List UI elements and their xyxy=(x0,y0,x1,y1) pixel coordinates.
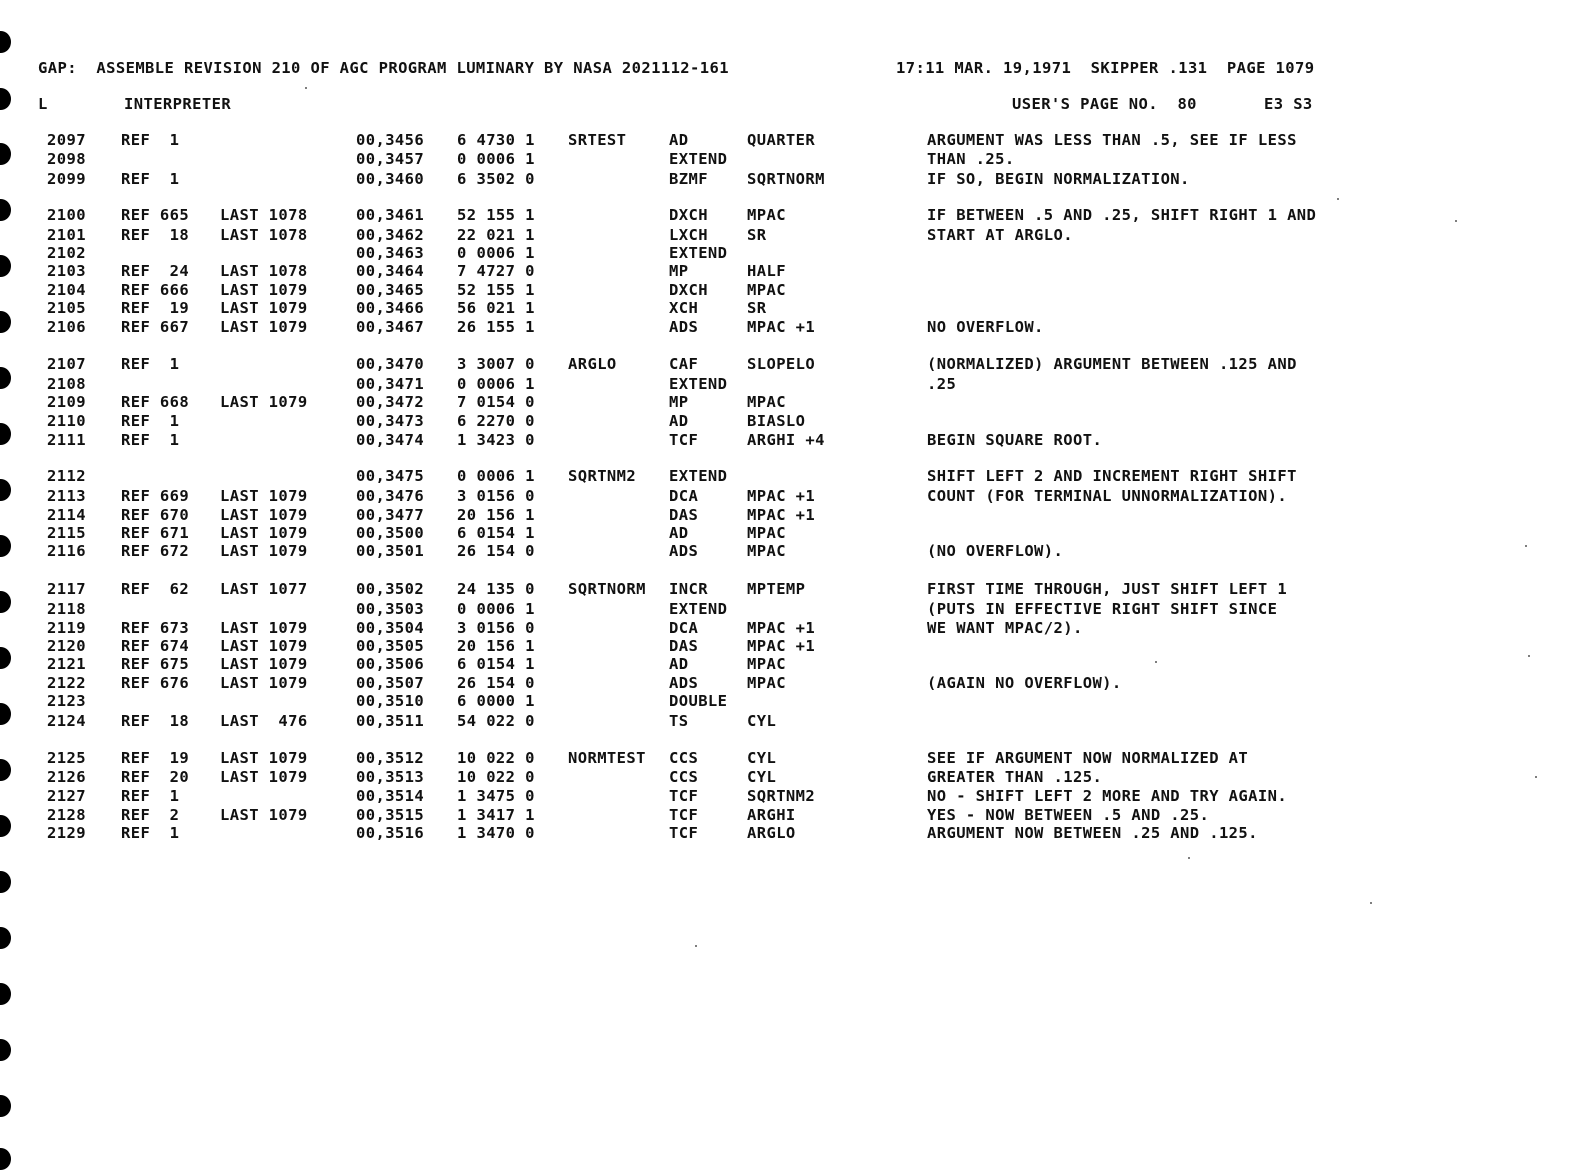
comment: YES - NOW BETWEEN .5 AND .25. xyxy=(927,806,1210,824)
machine-word: 10 022 0 xyxy=(457,768,535,786)
address: 00,3471 xyxy=(356,375,425,393)
listing-row xyxy=(0,170,1582,188)
last-field: LAST 1079 xyxy=(220,674,308,692)
scan-speck xyxy=(1337,198,1339,200)
address: 00,3462 xyxy=(356,226,425,244)
comment: NO OVERFLOW. xyxy=(927,318,1044,336)
operand: SQRTNORM xyxy=(747,170,825,188)
line-number: 2129 xyxy=(47,824,86,842)
comment: (PUTS IN EFFECTIVE RIGHT SHIFT SINCE xyxy=(927,600,1278,618)
opcode: TS xyxy=(669,712,689,730)
binder-hole xyxy=(0,31,11,53)
opcode: DCA xyxy=(669,487,699,505)
symbol-label: ARGLO xyxy=(568,355,617,373)
ref-field: REF 18 xyxy=(121,226,190,244)
address: 00,3465 xyxy=(356,281,425,299)
machine-word: 20 156 1 xyxy=(457,637,535,655)
address: 00,3500 xyxy=(356,524,425,542)
line-number: 2127 xyxy=(47,787,86,805)
opcode: AD xyxy=(669,655,689,673)
address: 00,3470 xyxy=(356,355,425,373)
line-number: 2105 xyxy=(47,299,86,317)
listing-row xyxy=(0,524,1582,542)
ref-field: REF 1 xyxy=(121,824,180,842)
opcode: AD xyxy=(669,131,689,149)
ref-field: REF 669 xyxy=(121,487,190,505)
header-code: E3 S3 xyxy=(1264,95,1313,113)
comment: START AT ARGLO. xyxy=(927,226,1073,244)
last-field: LAST 1079 xyxy=(220,637,308,655)
last-field: LAST 1078 xyxy=(220,262,308,280)
listing-row xyxy=(0,393,1582,411)
ref-field: REF 19 xyxy=(121,299,190,317)
listing-row xyxy=(0,600,1582,618)
ref-field: REF 672 xyxy=(121,542,190,560)
comment: IF BETWEEN .5 AND .25, SHIFT RIGHT 1 AND xyxy=(927,206,1317,224)
opcode: CCS xyxy=(669,768,699,786)
operand: ARGLO xyxy=(747,824,796,842)
line-number: 2100 xyxy=(47,206,86,224)
binder-hole xyxy=(0,1039,11,1061)
machine-word: 26 154 0 xyxy=(457,542,535,560)
last-field: LAST 476 xyxy=(220,712,308,730)
line-number: 2102 xyxy=(47,244,86,262)
comment: GREATER THAN .125. xyxy=(927,768,1103,786)
opcode: EXTEND xyxy=(669,467,728,485)
machine-word: 52 155 1 xyxy=(457,206,535,224)
line-number: 2114 xyxy=(47,506,86,524)
line-number: 2097 xyxy=(47,131,86,149)
operand: SLOPELO xyxy=(747,355,816,373)
line-number: 2123 xyxy=(47,692,86,710)
address: 00,3516 xyxy=(356,824,425,842)
ref-field: REF 18 xyxy=(121,712,190,730)
opcode: DXCH xyxy=(669,206,708,224)
address: 00,3472 xyxy=(356,393,425,411)
last-field: LAST 1079 xyxy=(220,299,308,317)
listing-row xyxy=(0,619,1582,637)
last-field: LAST 1077 xyxy=(220,580,308,598)
operand: MPAC +1 xyxy=(747,506,816,524)
ref-field: REF 671 xyxy=(121,524,190,542)
line-number: 2109 xyxy=(47,393,86,411)
last-field: LAST 1078 xyxy=(220,226,308,244)
ref-field: REF 668 xyxy=(121,393,190,411)
address: 00,3461 xyxy=(356,206,425,224)
ref-field: REF 1 xyxy=(121,131,180,149)
ref-field: REF 675 xyxy=(121,655,190,673)
machine-word: 0 0006 1 xyxy=(457,467,535,485)
address: 00,3506 xyxy=(356,655,425,673)
machine-word: 56 021 1 xyxy=(457,299,535,317)
last-field: LAST 1079 xyxy=(220,768,308,786)
line-number: 2119 xyxy=(47,619,86,637)
operand: SQRTNM2 xyxy=(747,787,816,805)
line-number: 2098 xyxy=(47,150,86,168)
listing-row xyxy=(0,150,1582,168)
opcode: TCF xyxy=(669,431,699,449)
address: 00,3466 xyxy=(356,299,425,317)
binder-hole xyxy=(0,1095,11,1117)
operand: MPAC xyxy=(747,655,786,673)
opcode: AD xyxy=(669,412,689,430)
last-field: LAST 1079 xyxy=(220,655,308,673)
listing-row xyxy=(0,749,1582,767)
machine-word: 52 155 1 xyxy=(457,281,535,299)
operand: SR xyxy=(747,299,767,317)
line-number: 2121 xyxy=(47,655,86,673)
header-flag: L xyxy=(38,95,48,113)
comment: .25 xyxy=(927,375,957,393)
last-field: LAST 1079 xyxy=(220,542,308,560)
opcode: EXTEND xyxy=(669,150,728,168)
address: 00,3463 xyxy=(356,244,425,262)
opcode: EXTEND xyxy=(669,375,728,393)
listing-header xyxy=(0,59,1582,77)
ref-field: REF 666 xyxy=(121,281,190,299)
header-section: INTERPRETER xyxy=(124,95,232,113)
opcode: MP xyxy=(669,262,689,280)
header-title: GAP: ASSEMBLE REVISION 210 OF AGC PROGRAM LUMINARY BY NASA 2021112-161 xyxy=(38,59,729,77)
ref-field: REF 665 xyxy=(121,206,190,224)
machine-word: 3 0156 0 xyxy=(457,487,535,505)
line-number: 2108 xyxy=(47,375,86,393)
scan-speck xyxy=(1188,857,1190,859)
listing-subheader xyxy=(0,95,1582,113)
ref-field: REF 673 xyxy=(121,619,190,637)
line-number: 2106 xyxy=(47,318,86,336)
opcode: DOUBLE xyxy=(669,692,728,710)
opcode: XCH xyxy=(669,299,699,317)
operand: MPAC xyxy=(747,206,786,224)
operand: ARGHI +4 xyxy=(747,431,825,449)
comment: ARGUMENT NOW BETWEEN .25 AND .125. xyxy=(927,824,1258,842)
listing-row xyxy=(0,712,1582,730)
line-number: 2116 xyxy=(47,542,86,560)
comment: BEGIN SQUARE ROOT. xyxy=(927,431,1103,449)
opcode: BZMF xyxy=(669,170,708,188)
line-number: 2104 xyxy=(47,281,86,299)
last-field: LAST 1079 xyxy=(220,619,308,637)
ref-field: REF 676 xyxy=(121,674,190,692)
line-number: 2128 xyxy=(47,806,86,824)
opcode: AD xyxy=(669,524,689,542)
line-number: 2110 xyxy=(47,412,86,430)
listing-row xyxy=(0,806,1582,824)
ref-field: REF 20 xyxy=(121,768,190,786)
machine-word: 26 155 1 xyxy=(457,318,535,336)
binder-hole xyxy=(0,927,11,949)
operand: CYL xyxy=(747,768,777,786)
opcode: DCA xyxy=(669,619,699,637)
address: 00,3513 xyxy=(356,768,425,786)
symbol-label: SQRTNM2 xyxy=(568,467,637,485)
machine-word: 3 3007 0 xyxy=(457,355,535,373)
symbol-label: SRTEST xyxy=(568,131,627,149)
line-number: 2112 xyxy=(47,467,86,485)
machine-word: 54 022 0 xyxy=(457,712,535,730)
listing-row xyxy=(0,318,1582,336)
machine-word: 1 3417 1 xyxy=(457,806,535,824)
operand: BIASLO xyxy=(747,412,806,430)
opcode: DXCH xyxy=(669,281,708,299)
header-timestamp: 17:11 MAR. 19,1971 SKIPPER .131 PAGE 1079 xyxy=(896,59,1315,77)
comment: FIRST TIME THROUGH, JUST SHIFT LEFT 1 xyxy=(927,580,1288,598)
machine-word: 1 3475 0 xyxy=(457,787,535,805)
ref-field: REF 1 xyxy=(121,412,180,430)
operand: MPTEMP xyxy=(747,580,806,598)
address: 00,3460 xyxy=(356,170,425,188)
opcode: LXCH xyxy=(669,226,708,244)
comment: (AGAIN NO OVERFLOW). xyxy=(927,674,1122,692)
machine-word: 26 154 0 xyxy=(457,674,535,692)
machine-word: 24 135 0 xyxy=(457,580,535,598)
listing-row xyxy=(0,787,1582,805)
ref-field: REF 1 xyxy=(121,355,180,373)
machine-word: 0 0006 1 xyxy=(457,600,535,618)
address: 00,3503 xyxy=(356,600,425,618)
operand: ARGHI xyxy=(747,806,796,824)
machine-word: 6 3502 0 xyxy=(457,170,535,188)
operand: HALF xyxy=(747,262,786,280)
listing-row xyxy=(0,674,1582,692)
machine-word: 0 0006 1 xyxy=(457,150,535,168)
machine-word: 1 3470 0 xyxy=(457,824,535,842)
last-field: LAST 1079 xyxy=(220,281,308,299)
opcode: CCS xyxy=(669,749,699,767)
ref-field: REF 667 xyxy=(121,318,190,336)
comment: ARGUMENT WAS LESS THAN .5, SEE IF LESS xyxy=(927,131,1297,149)
ref-field: REF 674 xyxy=(121,637,190,655)
line-number: 2125 xyxy=(47,749,86,767)
comment: (NO OVERFLOW). xyxy=(927,542,1064,560)
last-field: LAST 1079 xyxy=(220,524,308,542)
listing-row xyxy=(0,262,1582,280)
ref-field: REF 2 xyxy=(121,806,180,824)
address: 00,3514 xyxy=(356,787,425,805)
listing-row xyxy=(0,768,1582,786)
line-number: 2101 xyxy=(47,226,86,244)
address: 00,3474 xyxy=(356,431,425,449)
listing-row xyxy=(0,206,1582,224)
listing-row xyxy=(0,375,1582,393)
opcode: TCF xyxy=(669,787,699,805)
ref-field: REF 670 xyxy=(121,506,190,524)
scan-speck xyxy=(695,945,697,947)
line-number: 2099 xyxy=(47,170,86,188)
ref-field: REF 19 xyxy=(121,749,190,767)
line-number: 2115 xyxy=(47,524,86,542)
listing-row xyxy=(0,244,1582,262)
address: 00,3457 xyxy=(356,150,425,168)
line-number: 2122 xyxy=(47,674,86,692)
operand: MPAC xyxy=(747,524,786,542)
opcode: ADS xyxy=(669,318,699,336)
line-number: 2118 xyxy=(47,600,86,618)
opcode: ADS xyxy=(669,542,699,560)
address: 00,3511 xyxy=(356,712,425,730)
listing-row xyxy=(0,299,1582,317)
line-number: 2117 xyxy=(47,580,86,598)
last-field: LAST 1079 xyxy=(220,318,308,336)
machine-word: 0 0006 1 xyxy=(457,375,535,393)
ref-field: REF 1 xyxy=(121,170,180,188)
line-number: 2113 xyxy=(47,487,86,505)
listing-row xyxy=(0,487,1582,505)
last-field: LAST 1079 xyxy=(220,806,308,824)
address: 00,3505 xyxy=(356,637,425,655)
opcode: TCF xyxy=(669,824,699,842)
header-user-page: USER'S PAGE NO. 80 xyxy=(1012,95,1197,113)
listing-row xyxy=(0,824,1582,842)
ref-field: REF 1 xyxy=(121,787,180,805)
opcode: TCF xyxy=(669,806,699,824)
listing-row xyxy=(0,637,1582,655)
machine-word: 3 0156 0 xyxy=(457,619,535,637)
machine-word: 22 021 1 xyxy=(457,226,535,244)
operand: MPAC xyxy=(747,281,786,299)
scan-speck xyxy=(305,87,307,89)
comment: (NORMALIZED) ARGUMENT BETWEEN .125 AND xyxy=(927,355,1297,373)
operand: MPAC +1 xyxy=(747,318,816,336)
listing-row xyxy=(0,580,1582,598)
operand: QUARTER xyxy=(747,131,816,149)
opcode: ADS xyxy=(669,674,699,692)
binder-hole xyxy=(0,983,11,1005)
comment: THAN .25. xyxy=(927,150,1015,168)
machine-word: 1 3423 0 xyxy=(457,431,535,449)
address: 00,3510 xyxy=(356,692,425,710)
address: 00,3502 xyxy=(356,580,425,598)
listing-row xyxy=(0,542,1582,560)
last-field: LAST 1079 xyxy=(220,487,308,505)
address: 00,3467 xyxy=(356,318,425,336)
operand: MPAC xyxy=(747,393,786,411)
machine-word: 6 0000 1 xyxy=(457,692,535,710)
address: 00,3477 xyxy=(356,506,425,524)
address: 00,3501 xyxy=(356,542,425,560)
opcode: EXTEND xyxy=(669,600,728,618)
opcode: DAS xyxy=(669,637,699,655)
operand: MPAC +1 xyxy=(747,637,816,655)
ref-field: REF 62 xyxy=(121,580,190,598)
comment: IF SO, BEGIN NORMALIZATION. xyxy=(927,170,1190,188)
machine-word: 7 0154 0 xyxy=(457,393,535,411)
line-number: 2107 xyxy=(47,355,86,373)
opcode: EXTEND xyxy=(669,244,728,262)
line-number: 2124 xyxy=(47,712,86,730)
line-number: 2111 xyxy=(47,431,86,449)
address: 00,3512 xyxy=(356,749,425,767)
machine-word: 6 0154 1 xyxy=(457,524,535,542)
listing-row xyxy=(0,131,1582,149)
operand: CYL xyxy=(747,712,777,730)
address: 00,3504 xyxy=(356,619,425,637)
listing-row xyxy=(0,655,1582,673)
machine-word: 7 4727 0 xyxy=(457,262,535,280)
listing-row xyxy=(0,412,1582,430)
machine-word: 0 0006 1 xyxy=(457,244,535,262)
listing-row xyxy=(0,355,1582,373)
machine-word: 20 156 1 xyxy=(457,506,535,524)
comment: SEE IF ARGUMENT NOW NORMALIZED AT xyxy=(927,749,1249,767)
comment: SHIFT LEFT 2 AND INCREMENT RIGHT SHIFT xyxy=(927,467,1297,485)
line-number: 2126 xyxy=(47,768,86,786)
machine-word: 6 4730 1 xyxy=(457,131,535,149)
listing-row xyxy=(0,281,1582,299)
listing-row xyxy=(0,506,1582,524)
machine-word: 6 2270 0 xyxy=(457,412,535,430)
address: 00,3464 xyxy=(356,262,425,280)
listing-row xyxy=(0,692,1582,710)
opcode: CAF xyxy=(669,355,699,373)
address: 00,3456 xyxy=(356,131,425,149)
comment: COUNT (FOR TERMINAL UNNORMALIZATION). xyxy=(927,487,1288,505)
operand: MPAC xyxy=(747,674,786,692)
opcode: INCR xyxy=(669,580,708,598)
ref-field: REF 1 xyxy=(121,431,180,449)
listing-row xyxy=(0,226,1582,244)
scan-speck xyxy=(1370,902,1372,904)
last-field: LAST 1079 xyxy=(220,749,308,767)
operand: CYL xyxy=(747,749,777,767)
ref-field: REF 24 xyxy=(121,262,190,280)
symbol-label: NORMTEST xyxy=(568,749,646,767)
operand: SR xyxy=(747,226,767,244)
address: 00,3475 xyxy=(356,467,425,485)
listing-row xyxy=(0,467,1582,485)
address: 00,3507 xyxy=(356,674,425,692)
binder-hole xyxy=(0,871,11,893)
listing-row xyxy=(0,431,1582,449)
line-number: 2103 xyxy=(47,262,86,280)
machine-word: 6 0154 1 xyxy=(457,655,535,673)
line-number: 2120 xyxy=(47,637,86,655)
address: 00,3476 xyxy=(356,487,425,505)
address: 00,3515 xyxy=(356,806,425,824)
comment: WE WANT MPAC/2). xyxy=(927,619,1083,637)
address: 00,3473 xyxy=(356,412,425,430)
operand: MPAC +1 xyxy=(747,487,816,505)
symbol-label: SQRTNORM xyxy=(568,580,646,598)
last-field: LAST 1079 xyxy=(220,506,308,524)
comment: NO - SHIFT LEFT 2 MORE AND TRY AGAIN. xyxy=(927,787,1288,805)
opcode: DAS xyxy=(669,506,699,524)
operand: MPAC +1 xyxy=(747,619,816,637)
last-field: LAST 1079 xyxy=(220,393,308,411)
operand: MPAC xyxy=(747,542,786,560)
opcode: MP xyxy=(669,393,689,411)
machine-word: 10 022 0 xyxy=(457,749,535,767)
last-field: LAST 1078 xyxy=(220,206,308,224)
